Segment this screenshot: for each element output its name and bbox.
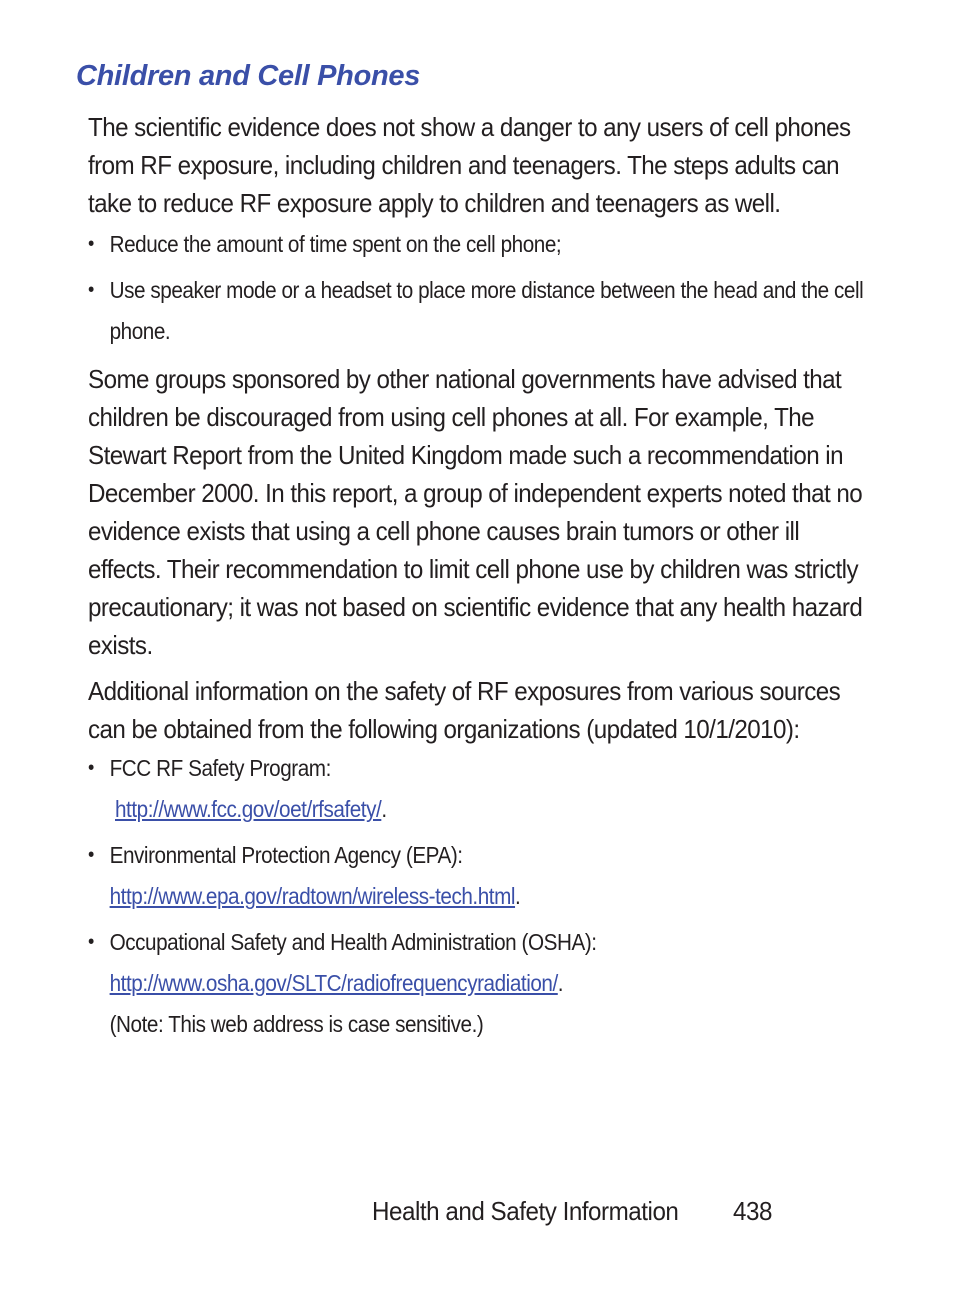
- bullet-icon: •: [88, 844, 94, 866]
- case-sensitive-note: (Note: This web address is case sensitive.): [109, 1011, 484, 1037]
- fcc-link[interactable]: http://www.fcc.gov/oet/rfsafety/: [115, 796, 382, 822]
- period: .: [515, 883, 521, 909]
- organization-name: Occupational Safety and Health Administration (OSHA):: [109, 929, 597, 955]
- list-item: [88, 835, 875, 917]
- list-item: [88, 224, 875, 265]
- organization-name: FCC RF Safety Program:: [109, 755, 331, 781]
- organizations-list: [88, 748, 868, 1045]
- tips-list: [88, 224, 868, 352]
- period: .: [381, 796, 387, 822]
- page-footer: [372, 1196, 772, 1227]
- section-heading: Children and Cell Phones: [76, 60, 421, 92]
- bullet-icon: •: [88, 757, 94, 779]
- resources-paragraph: Additional information on the safety of RF exposures from various sources can be obtained from the following organizations (updated 10/1/2010):: [88, 676, 841, 744]
- epa-link[interactable]: http://www.epa.gov/radtown/wireless-tech.html: [109, 883, 516, 909]
- bullet-icon: •: [88, 931, 94, 953]
- bullet-icon: •: [88, 279, 94, 301]
- policy-paragraph: Some groups sponsored by other national governments have advised that children be discouraged from using cell phones at all. For example, The Stewart Report from the United Kingdom made such a recommendation in December 2000. In this report, a group of independent experts noted that no evidence exists that using a cell phone causes brain tumors or other ill effects. Their recommendation to limit cell phone use by children was strictly precautionary; it was not based on scientific evidence that any health hazard exists.: [88, 364, 863, 660]
- footer-section-label: Health and Safety Information: [372, 1196, 679, 1226]
- list-item: [88, 748, 875, 830]
- tip-text: Use speaker mode or a headset to place more distance between the head and the cell phone.: [109, 277, 864, 344]
- bullet-icon: •: [88, 233, 94, 255]
- tip-text: Reduce the amount of time spent on the cell phone;: [109, 231, 562, 257]
- list-item: [88, 922, 875, 1045]
- list-item: [88, 270, 875, 352]
- intro-paragraph: The scientific evidence does not show a danger to any users of cell phones from RF exposure, including children and teenagers. The steps adults can take to reduce RF exposure apply to children and teenagers as well.: [88, 112, 851, 218]
- organization-name: Environmental Protection Agency (EPA):: [109, 842, 463, 868]
- page-number: 438: [733, 1196, 773, 1226]
- period: .: [557, 970, 564, 996]
- osha-link[interactable]: http://www.osha.gov/SLTC/radiofrequencyradiation/: [109, 970, 558, 996]
- page-body: [88, 108, 868, 1045]
